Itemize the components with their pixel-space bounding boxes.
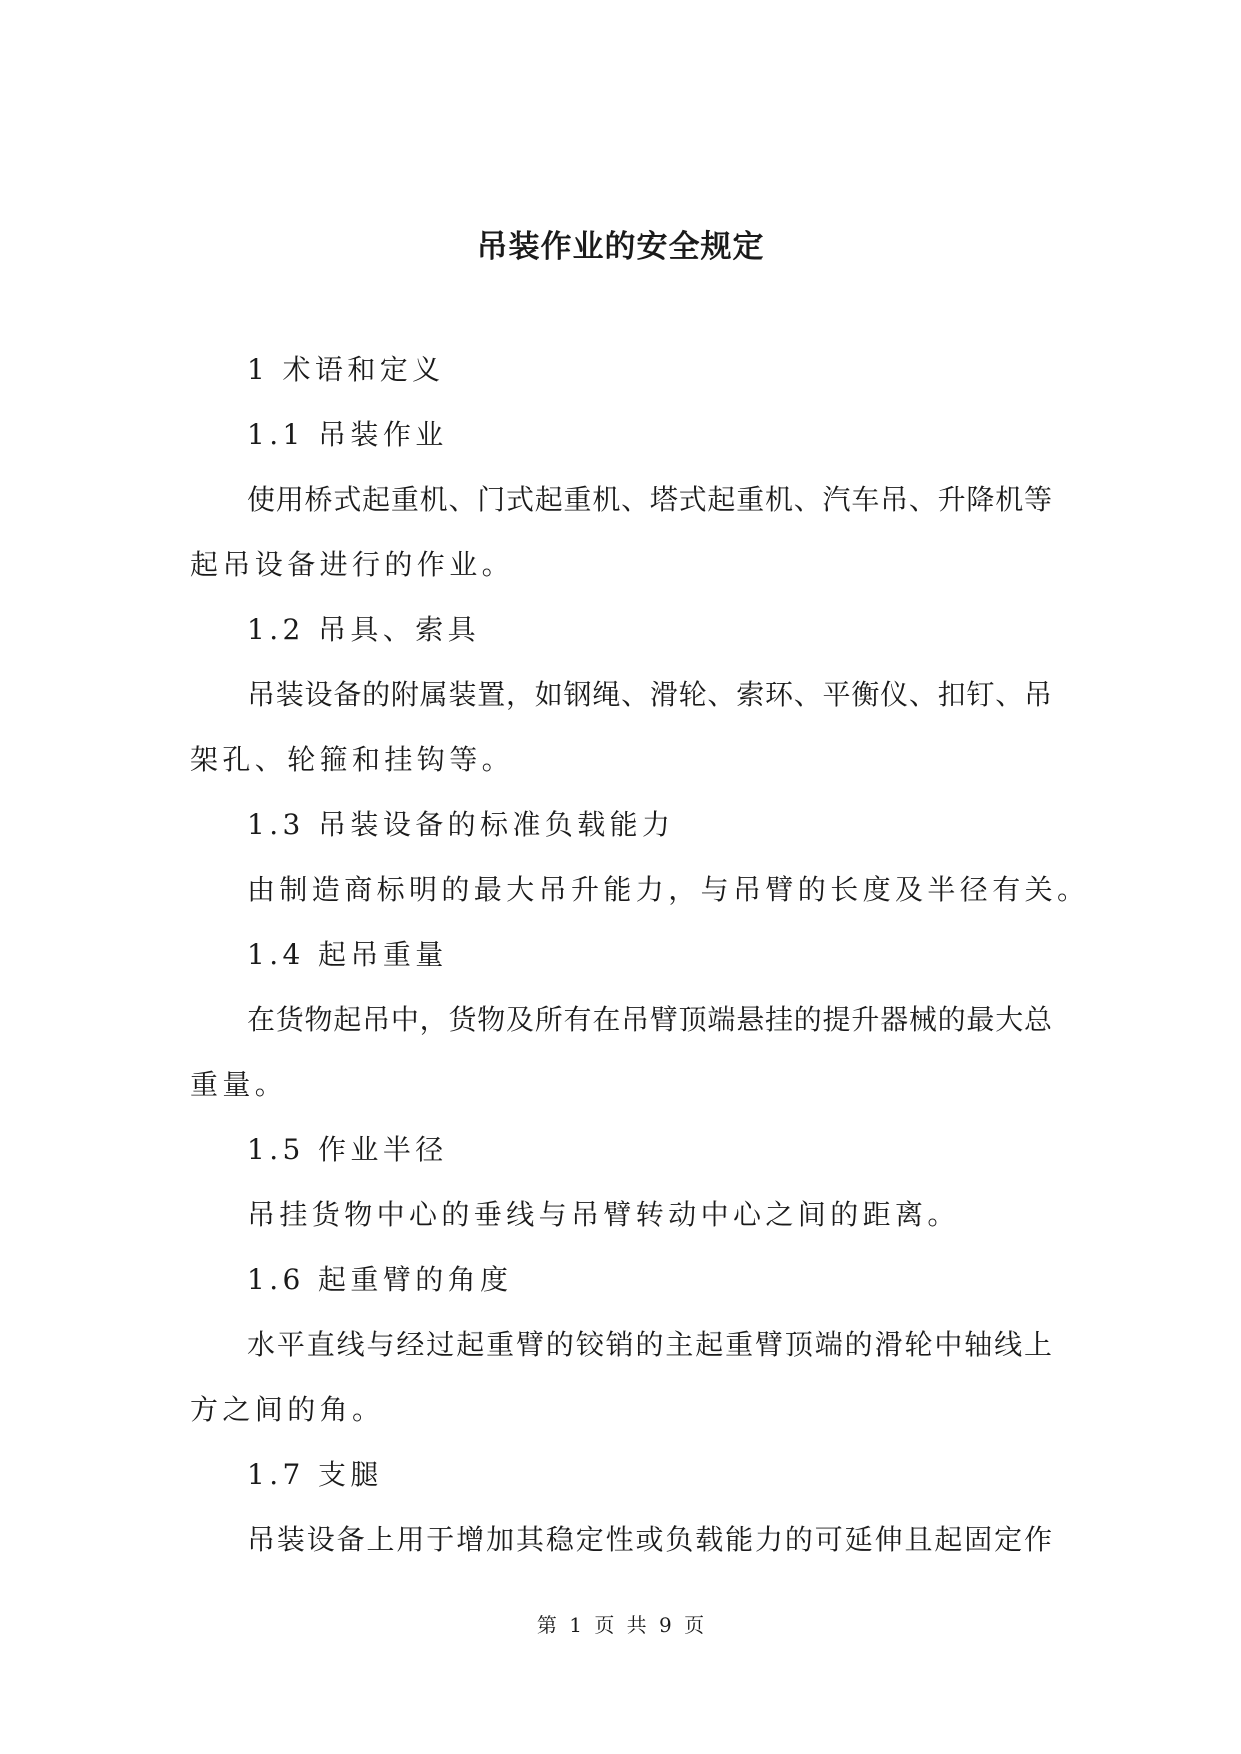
subsection-heading: 1.7 支腿 xyxy=(247,1458,383,1491)
paragraph-line: 架孔、轮箍和挂钩等。 xyxy=(190,743,515,776)
paragraph-line: 吊装设备的附属装置，如钢绳、滑轮、索环、平衡仪、扣钉、吊 xyxy=(247,678,1052,711)
paragraph-line: 使用桥式起重机、门式起重机、塔式起重机、汽车吊、升降机等 xyxy=(247,483,1052,516)
paragraph-line: 吊装设备上用于增加其稳定性或负载能力的可延伸且起固定作 xyxy=(247,1523,1052,1556)
page-number-footer: 第 1 页 共 9 页 xyxy=(536,1613,705,1637)
paragraph-line: 吊挂货物中心的垂线与吊臂转动中心之间的距离。 xyxy=(247,1198,960,1231)
subsection-heading: 1.4 起吊重量 xyxy=(247,938,448,971)
paragraph-line: 重量。 xyxy=(190,1068,288,1101)
document-body xyxy=(190,350,1090,1585)
subsection-heading: 1.3 吊装设备的标准负载能力 xyxy=(247,808,675,841)
paragraph-line: 由制造商标明的最大吊升能力，与吊臂的长度及半径有关。 xyxy=(247,873,1090,906)
subsection-heading: 1.2 吊具、索具 xyxy=(247,613,481,646)
document-title: 吊装作业的安全规定 xyxy=(476,229,765,265)
subsection-heading: 1.5 作业半径 xyxy=(247,1133,448,1166)
section-heading: 1 术语和定义 xyxy=(247,353,445,386)
paragraph-line: 在货物起吊中，货物及所有在吊臂顶端悬挂的提升器械的最大总 xyxy=(247,1003,1052,1036)
paragraph-line: 水平直线与经过起重臂的铰销的主起重臂顶端的滑轮中轴线上 xyxy=(247,1328,1052,1361)
paragraph-line: 方之间的角。 xyxy=(190,1393,385,1426)
subsection-heading: 1.1 吊装作业 xyxy=(247,418,448,451)
subsection-heading: 1.6 起重臂的角度 xyxy=(247,1263,513,1296)
paragraph-line: 起吊设备进行的作业。 xyxy=(190,548,515,581)
